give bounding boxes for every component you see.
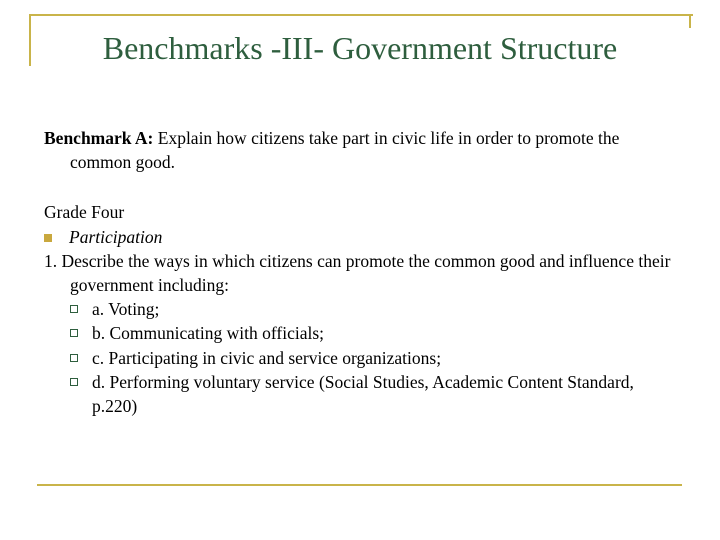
- slide-body: [44, 126, 674, 418]
- list-item: [44, 321, 674, 345]
- hollow-square-bullet-icon: [70, 378, 78, 386]
- filled-square-bullet-icon: [44, 234, 52, 242]
- list-item-text: d. Performing voluntary service (Social Studies, Academic Content Standard, p.220): [92, 371, 634, 417]
- numbered-item: 1. Describe the ways in which citizens can promote the common good and influence their government including:: [44, 250, 671, 296]
- hollow-square-bullet-icon: [70, 305, 78, 313]
- list-item: [44, 346, 674, 370]
- accent-bottom-line: [37, 484, 682, 486]
- hollow-square-bullet-icon: [70, 329, 78, 337]
- accent-right-tick: [689, 14, 691, 28]
- benchmark-label: Benchmark A:: [44, 128, 154, 148]
- list-item: [44, 370, 674, 418]
- list-item: [44, 297, 674, 321]
- benchmark-text: Explain how citizens take part in civic life in order to promote the common good.: [70, 128, 620, 173]
- hollow-square-bullet-icon: [70, 354, 78, 362]
- topic-label: Participation: [69, 226, 163, 247]
- benchmark-paragraph: [44, 126, 674, 174]
- paragraph-gap: [44, 174, 674, 200]
- slide-title: Benchmarks -III- Government Structure: [102, 30, 618, 66]
- topic-item: [44, 225, 674, 249]
- grade-heading: Grade Four: [44, 202, 125, 223]
- list-item-text: c. Participating in civic and service organizations;: [92, 347, 442, 368]
- list-item-text: a. Voting;: [92, 299, 160, 320]
- list-item-text: b. Communicating with officials;: [92, 323, 325, 344]
- accent-top-line: [29, 14, 693, 16]
